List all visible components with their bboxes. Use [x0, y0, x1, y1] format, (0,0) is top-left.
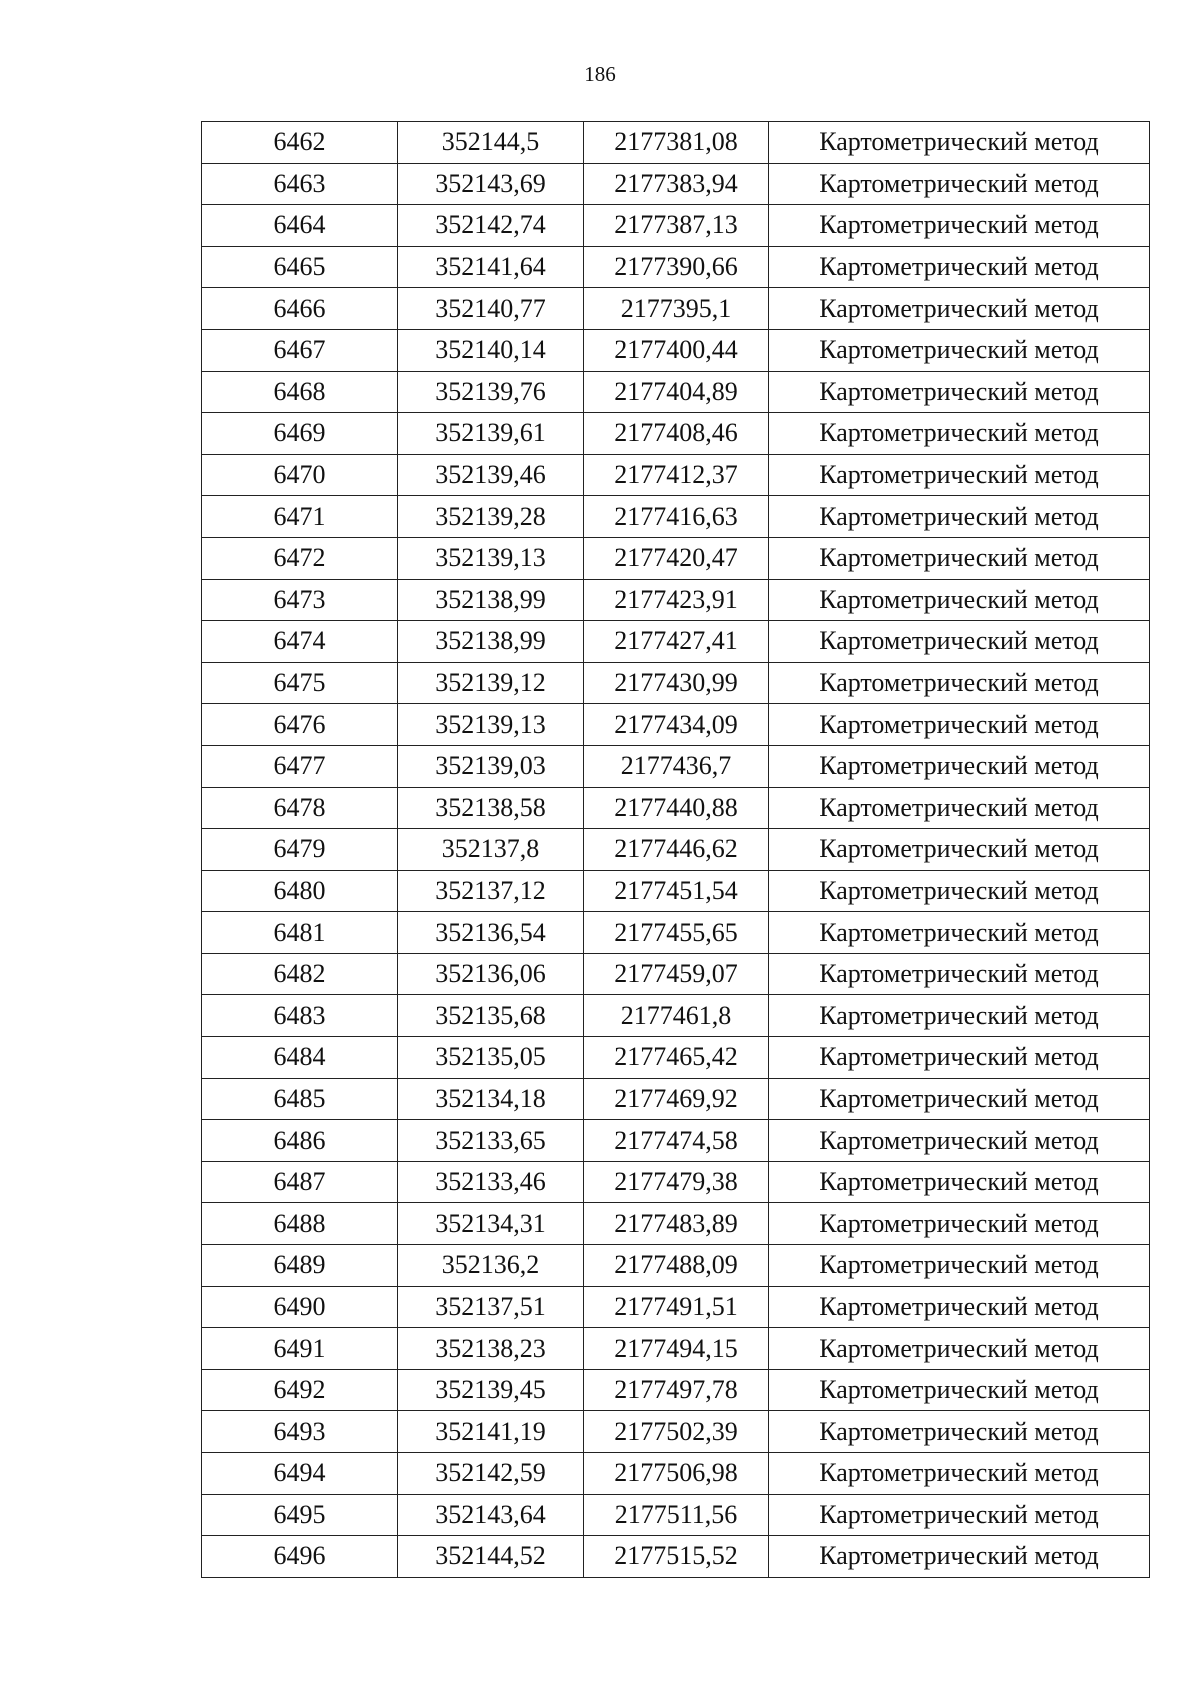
y-coordinate-cell: 2177387,13 — [584, 205, 769, 247]
y-coordinate-cell: 2177469,92 — [584, 1078, 769, 1120]
point-number-cell: 6465 — [202, 246, 398, 288]
y-coordinate-cell: 2177494,15 — [584, 1328, 769, 1370]
y-coordinate-cell: 2177515,52 — [584, 1536, 769, 1578]
y-coordinate-cell: 2177461,8 — [584, 995, 769, 1037]
table-row — [202, 329, 1150, 371]
table-row — [202, 1494, 1150, 1536]
table-row — [202, 1120, 1150, 1162]
method-cell: Картометрический метод — [769, 1120, 1150, 1162]
point-number-cell: 6493 — [202, 1411, 398, 1453]
y-coordinate-cell: 2177488,09 — [584, 1245, 769, 1287]
method-cell: Картометрический метод — [769, 1328, 1150, 1370]
y-coordinate-cell: 2177483,89 — [584, 1203, 769, 1245]
x-coordinate-cell: 352144,52 — [398, 1536, 584, 1578]
table-row — [202, 371, 1150, 413]
y-coordinate-cell: 2177381,08 — [584, 122, 769, 164]
y-coordinate-cell: 2177412,37 — [584, 454, 769, 496]
table-row — [202, 1411, 1150, 1453]
point-number-cell: 6475 — [202, 662, 398, 704]
method-cell: Картометрический метод — [769, 371, 1150, 413]
point-number-cell: 6470 — [202, 454, 398, 496]
method-cell: Картометрический метод — [769, 496, 1150, 538]
method-cell: Картометрический метод — [769, 454, 1150, 496]
table-row — [202, 454, 1150, 496]
x-coordinate-cell: 352139,13 — [398, 704, 584, 746]
table-row — [202, 537, 1150, 579]
method-cell: Картометрический метод — [769, 288, 1150, 330]
y-coordinate-cell: 2177416,63 — [584, 496, 769, 538]
method-cell: Картометрический метод — [769, 745, 1150, 787]
point-number-cell: 6495 — [202, 1494, 398, 1536]
x-coordinate-cell: 352137,12 — [398, 870, 584, 912]
point-number-cell: 6485 — [202, 1078, 398, 1120]
x-coordinate-cell: 352134,18 — [398, 1078, 584, 1120]
table-row — [202, 621, 1150, 663]
point-number-cell: 6486 — [202, 1120, 398, 1162]
point-number-cell: 6468 — [202, 371, 398, 413]
table-row — [202, 1369, 1150, 1411]
table-row — [202, 1286, 1150, 1328]
x-coordinate-cell: 352139,76 — [398, 371, 584, 413]
x-coordinate-cell: 352137,8 — [398, 829, 584, 871]
point-number-cell: 6467 — [202, 329, 398, 371]
point-number-cell: 6462 — [202, 122, 398, 164]
y-coordinate-cell: 2177436,7 — [584, 745, 769, 787]
y-coordinate-cell: 2177434,09 — [584, 704, 769, 746]
method-cell: Картометрический метод — [769, 1078, 1150, 1120]
table-row — [202, 122, 1150, 164]
x-coordinate-cell: 352139,03 — [398, 745, 584, 787]
y-coordinate-cell: 2177491,51 — [584, 1286, 769, 1328]
y-coordinate-cell: 2177459,07 — [584, 953, 769, 995]
point-number-cell: 6476 — [202, 704, 398, 746]
x-coordinate-cell: 352138,23 — [398, 1328, 584, 1370]
table-row — [202, 579, 1150, 621]
table-row — [202, 912, 1150, 954]
y-coordinate-cell: 2177502,39 — [584, 1411, 769, 1453]
point-number-cell: 6490 — [202, 1286, 398, 1328]
method-cell: Картометрический метод — [769, 704, 1150, 746]
table-row — [202, 1203, 1150, 1245]
table-row — [202, 1453, 1150, 1495]
method-cell: Картометрический метод — [769, 246, 1150, 288]
table-row — [202, 1037, 1150, 1079]
method-cell: Картометрический метод — [769, 1203, 1150, 1245]
point-number-cell: 6466 — [202, 288, 398, 330]
point-number-cell: 6478 — [202, 787, 398, 829]
y-coordinate-cell: 2177423,91 — [584, 579, 769, 621]
table-row — [202, 1536, 1150, 1578]
point-number-cell: 6496 — [202, 1536, 398, 1578]
x-coordinate-cell: 352140,14 — [398, 329, 584, 371]
method-cell: Картометрический метод — [769, 1037, 1150, 1079]
method-cell: Картометрический метод — [769, 995, 1150, 1037]
method-cell: Картометрический метод — [769, 1161, 1150, 1203]
method-cell: Картометрический метод — [769, 621, 1150, 663]
table-row — [202, 953, 1150, 995]
table-row — [202, 1245, 1150, 1287]
x-coordinate-cell: 352136,06 — [398, 953, 584, 995]
method-cell: Картометрический метод — [769, 870, 1150, 912]
y-coordinate-cell: 2177497,78 — [584, 1369, 769, 1411]
x-coordinate-cell: 352139,28 — [398, 496, 584, 538]
point-number-cell: 6473 — [202, 579, 398, 621]
method-cell: Картометрический метод — [769, 579, 1150, 621]
point-number-cell: 6491 — [202, 1328, 398, 1370]
x-coordinate-cell: 352139,45 — [398, 1369, 584, 1411]
point-number-cell: 6472 — [202, 537, 398, 579]
table-row — [202, 163, 1150, 205]
y-coordinate-cell: 2177404,89 — [584, 371, 769, 413]
y-coordinate-cell: 2177408,46 — [584, 413, 769, 455]
coordinates-table-body — [202, 122, 1150, 1578]
method-cell: Картометрический метод — [769, 787, 1150, 829]
y-coordinate-cell: 2177400,44 — [584, 329, 769, 371]
table-row — [202, 413, 1150, 455]
table-row — [202, 1078, 1150, 1120]
method-cell: Картометрический метод — [769, 537, 1150, 579]
x-coordinate-cell: 352142,59 — [398, 1453, 584, 1495]
x-coordinate-cell: 352136,54 — [398, 912, 584, 954]
method-cell: Картометрический метод — [769, 329, 1150, 371]
x-coordinate-cell: 352139,12 — [398, 662, 584, 704]
point-number-cell: 6487 — [202, 1161, 398, 1203]
method-cell: Картометрический метод — [769, 1494, 1150, 1536]
x-coordinate-cell: 352144,5 — [398, 122, 584, 164]
table-row — [202, 288, 1150, 330]
x-coordinate-cell: 352143,64 — [398, 1494, 584, 1536]
y-coordinate-cell: 2177506,98 — [584, 1453, 769, 1495]
table-row — [202, 662, 1150, 704]
table-row — [202, 246, 1150, 288]
table-row — [202, 205, 1150, 247]
x-coordinate-cell: 352142,74 — [398, 205, 584, 247]
x-coordinate-cell: 352139,13 — [398, 537, 584, 579]
method-cell: Картометрический метод — [769, 1286, 1150, 1328]
x-coordinate-cell: 352141,64 — [398, 246, 584, 288]
x-coordinate-cell: 352133,65 — [398, 1120, 584, 1162]
point-number-cell: 6489 — [202, 1245, 398, 1287]
y-coordinate-cell: 2177455,65 — [584, 912, 769, 954]
y-coordinate-cell: 2177511,56 — [584, 1494, 769, 1536]
method-cell: Картометрический метод — [769, 1411, 1150, 1453]
point-number-cell: 6477 — [202, 745, 398, 787]
y-coordinate-cell: 2177479,38 — [584, 1161, 769, 1203]
method-cell: Картометрический метод — [769, 413, 1150, 455]
point-number-cell: 6482 — [202, 953, 398, 995]
y-coordinate-cell: 2177390,66 — [584, 246, 769, 288]
x-coordinate-cell: 352136,2 — [398, 1245, 584, 1287]
x-coordinate-cell: 352135,05 — [398, 1037, 584, 1079]
x-coordinate-cell: 352138,99 — [398, 579, 584, 621]
point-number-cell: 6463 — [202, 163, 398, 205]
y-coordinate-cell: 2177383,94 — [584, 163, 769, 205]
x-coordinate-cell: 352138,99 — [398, 621, 584, 663]
point-number-cell: 6469 — [202, 413, 398, 455]
table-row — [202, 787, 1150, 829]
y-coordinate-cell: 2177474,58 — [584, 1120, 769, 1162]
point-number-cell: 6464 — [202, 205, 398, 247]
method-cell: Картометрический метод — [769, 122, 1150, 164]
point-number-cell: 6483 — [202, 995, 398, 1037]
point-number-cell: 6471 — [202, 496, 398, 538]
point-number-cell: 6494 — [202, 1453, 398, 1495]
method-cell: Картометрический метод — [769, 912, 1150, 954]
y-coordinate-cell: 2177446,62 — [584, 829, 769, 871]
method-cell: Картометрический метод — [769, 953, 1150, 995]
point-number-cell: 6474 — [202, 621, 398, 663]
y-coordinate-cell: 2177420,47 — [584, 537, 769, 579]
table-row — [202, 496, 1150, 538]
table-row — [202, 745, 1150, 787]
coordinates-table — [201, 121, 1150, 1578]
x-coordinate-cell: 352137,51 — [398, 1286, 584, 1328]
table-row — [202, 704, 1150, 746]
x-coordinate-cell: 352135,68 — [398, 995, 584, 1037]
x-coordinate-cell: 352141,19 — [398, 1411, 584, 1453]
table-row — [202, 829, 1150, 871]
method-cell: Картометрический метод — [769, 205, 1150, 247]
method-cell: Картометрический метод — [769, 1453, 1150, 1495]
point-number-cell: 6492 — [202, 1369, 398, 1411]
x-coordinate-cell: 352133,46 — [398, 1161, 584, 1203]
point-number-cell: 6480 — [202, 870, 398, 912]
method-cell: Картометрический метод — [769, 662, 1150, 704]
x-coordinate-cell: 352138,58 — [398, 787, 584, 829]
point-number-cell: 6488 — [202, 1203, 398, 1245]
y-coordinate-cell: 2177440,88 — [584, 787, 769, 829]
x-coordinate-cell: 352134,31 — [398, 1203, 584, 1245]
point-number-cell: 6479 — [202, 829, 398, 871]
x-coordinate-cell: 352139,46 — [398, 454, 584, 496]
x-coordinate-cell: 352139,61 — [398, 413, 584, 455]
table-row — [202, 1328, 1150, 1370]
method-cell: Картометрический метод — [769, 1536, 1150, 1578]
y-coordinate-cell: 2177451,54 — [584, 870, 769, 912]
x-coordinate-cell: 352140,77 — [398, 288, 584, 330]
point-number-cell: 6484 — [202, 1037, 398, 1079]
y-coordinate-cell: 2177465,42 — [584, 1037, 769, 1079]
page-number: 186 — [584, 62, 616, 86]
method-cell: Картометрический метод — [769, 1245, 1150, 1287]
method-cell: Картометрический метод — [769, 1369, 1150, 1411]
method-cell: Картометрический метод — [769, 829, 1150, 871]
y-coordinate-cell: 2177427,41 — [584, 621, 769, 663]
y-coordinate-cell: 2177395,1 — [584, 288, 769, 330]
y-coordinate-cell: 2177430,99 — [584, 662, 769, 704]
table-row — [202, 870, 1150, 912]
x-coordinate-cell: 352143,69 — [398, 163, 584, 205]
method-cell: Картометрический метод — [769, 163, 1150, 205]
table-row — [202, 995, 1150, 1037]
table-row — [202, 1161, 1150, 1203]
point-number-cell: 6481 — [202, 912, 398, 954]
